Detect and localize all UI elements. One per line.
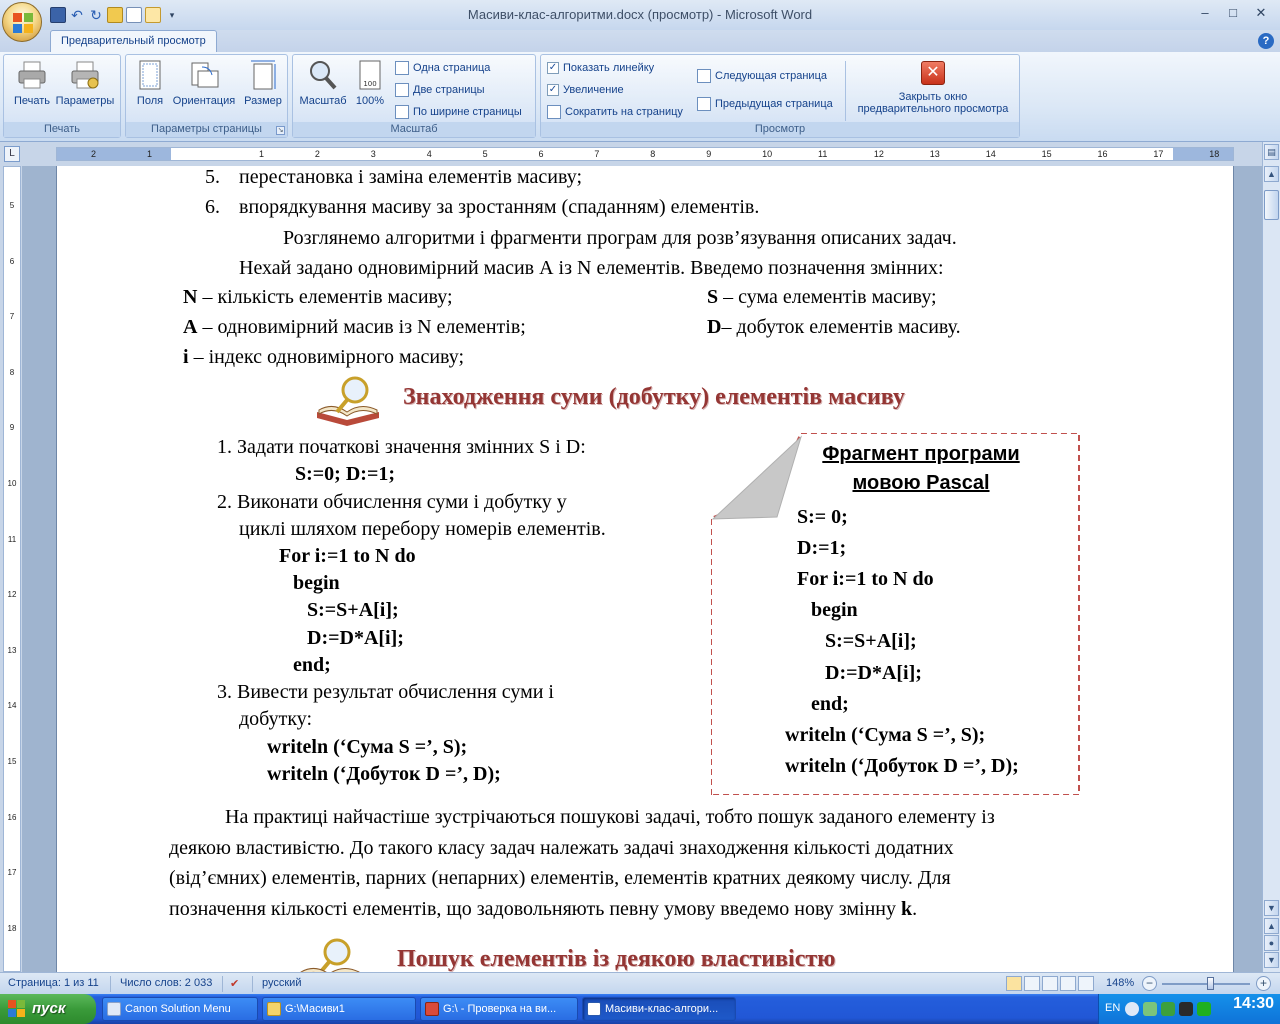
callout-code: For i:=1 to N do [797,568,934,590]
document-page[interactable] [56,166,1234,972]
ruler-number: 8 [650,149,656,159]
book-magnifier-icon [295,934,367,972]
spelling-check-icon[interactable]: ✔ [230,978,240,990]
step: циклі шляхом перебору номерів елементів. [239,518,606,540]
clock[interactable]: 14:30 [1233,995,1274,1012]
svg-text:100: 100 [363,80,377,88]
ruler-number: 16 [7,812,17,822]
vertical-ruler[interactable] [3,166,21,972]
zoom-slider-track[interactable] [1162,983,1250,985]
language-indicator[interactable]: EN [1105,1002,1121,1014]
show-ruler-check-icon: ✓ [548,62,558,73]
magnifier-icon [307,59,339,91]
step: добутку: [239,708,313,730]
callout-code: writeln (‘Сума S =’, S); [785,724,986,746]
ruler-number: 13 [929,149,940,159]
shrink-label: Сократить на страницу [565,106,683,118]
definition-s [707,286,937,309]
ruler-number: 5 [9,201,15,210]
close-preview-label-2: предварительного просмотра [857,103,1009,115]
tray-security-icon[interactable] [1161,1002,1175,1016]
start-button[interactable] [0,994,96,1024]
ruler-right-margin [1173,148,1233,160]
next-page-icon[interactable]: ▼ [1264,952,1279,968]
help-icon[interactable]: ? [1258,33,1274,49]
callout-code: end; [811,693,849,715]
show-ruler-label: Показать линейку [563,62,655,74]
paragraph-text: . [912,898,918,920]
prev-page-button[interactable] [697,95,833,113]
ruler-number: 14 [7,701,17,711]
ruler-number: 18 [7,923,17,933]
def-key: S [707,286,719,308]
paragraph: Розглянемо алгоритми і фрагменти програм для розв’язування описаних задач. [283,227,957,249]
window-title: Масиви-клас-алгоритми.docx (просмотр) - Microsoft Word [467,7,813,22]
preview-separator [845,61,846,121]
ruler-number: 3 [370,149,376,159]
code-line: writeln (‘Сума S =’, S); [267,736,468,758]
task-label: G:\Масиви1 [285,1003,345,1015]
def-key: N [183,286,198,308]
ruler-number: 9 [706,149,712,159]
prev-page-icon [697,97,711,111]
list-number: 6. [205,196,220,218]
ruler-number: 6 [9,256,15,266]
zoom-slider-thumb[interactable] [1207,977,1214,990]
print-layout-view-icon[interactable] [1006,976,1022,991]
ruler-toggle-icon[interactable]: ▤ [1264,144,1279,160]
zoom-100-icon [354,59,386,91]
taskbar-button-check[interactable] [420,997,578,1021]
status-separator [110,976,111,992]
customize-qat-icon[interactable]: ▾ [169,10,175,20]
one-page-icon [395,61,409,75]
close-button[interactable]: ✕ [1255,5,1267,20]
page-width-icon [395,105,409,119]
def-text: – кількість елементів масиву; [197,286,453,308]
def-text: – індекс одновимірного масиву; [188,346,465,368]
horizontal-ruler[interactable] [56,147,1234,161]
close-preview-button[interactable] [847,61,1019,115]
code-line: S:=S+A[i]; [307,599,399,621]
taskbar-button-word[interactable] [582,997,736,1021]
two-pages-button[interactable] [395,81,485,99]
callout-code: D:=1; [797,537,847,559]
folder-icon [267,1002,281,1016]
variable-k: k [901,898,913,920]
tab-print-preview[interactable]: Предварительный просмотр [50,30,217,52]
start-label: пуск [32,1000,66,1017]
paragraph: (від’ємних) елементів, парних (непарних) елементів, елементів кратних деякому числу. Для [169,867,951,889]
code-line: D:=D*A[i]; [307,627,404,649]
one-page-label: Одна страница [413,62,491,74]
ruler-number: 17 [7,868,17,878]
web-layout-view-icon[interactable] [1042,976,1058,991]
definition-n [183,286,453,309]
step: 2. Виконати обчислення суми і добутку у [217,491,567,513]
shrink-one-page-button[interactable] [547,103,683,121]
ruler-number: 11 [7,534,17,544]
title-bar [0,0,1280,30]
page-indicator[interactable]: Страница: 1 из 11 [8,977,99,989]
ruler-number: 15 [7,757,17,766]
zoom-in-icon[interactable]: + [1256,976,1271,991]
outline-view-icon[interactable] [1060,976,1076,991]
section-heading: Пошук елементів із деякою властивістю [397,946,836,972]
draft-view-icon[interactable] [1078,976,1094,991]
definition-d [707,316,961,339]
ruler-number: 15 [1041,149,1052,159]
close-preview-icon: ✕ [921,61,945,85]
def-key: i [183,346,189,368]
tray-arrow-icon[interactable] [1125,1002,1139,1016]
taskbar-button-canon[interactable] [102,997,258,1021]
group-page-setup-label: Параметры страницы [126,122,287,137]
def-key: D [707,316,722,338]
callout-code: S:=S+A[i]; [825,630,917,652]
ruler-number: 1 [259,149,265,159]
def-key: А [183,316,198,338]
section-heading: Знаходження суми (добутку) елементів масиву [403,384,905,410]
ruler-number: 2 [91,149,97,159]
group-preview [540,54,1020,138]
margins-icon [134,59,166,91]
zoom-label: Масштаб [299,95,347,107]
page-width-label: По ширине страницы [413,106,522,118]
orientation-button[interactable] [170,59,238,107]
next-page-label: Следующая страница [715,70,827,82]
group-preview-label: Просмотр [541,122,1019,137]
orientation-icon [188,59,220,91]
ruler-number: 13 [7,645,17,655]
zoom-level[interactable]: 148% [1106,977,1135,989]
ruler-number: 10 [762,149,773,159]
list-item: впорядкування масиву за зростанням (спаданням) елементів. [239,196,760,218]
print-label: Печать [13,95,51,107]
task-label: Масиви-клас-алгори... [605,1003,719,1015]
office-button[interactable] [2,2,42,42]
ruler-number: 11 [818,149,828,159]
ruler-left-margin [57,148,171,160]
ribbon [0,52,1280,142]
word-document-icon [587,1002,601,1016]
windows-flag-icon [8,1000,26,1018]
list-number: 5. [205,166,220,188]
size-label: Размер [244,95,282,107]
page-size-icon [247,59,279,91]
window-controls [1192,4,1274,22]
prev-page-label: Предыдущая страница [715,98,833,110]
two-pages-icon [395,83,409,97]
ruler-number: 12 [873,149,884,159]
ruler-number: 1 [147,149,153,159]
step: 3. Вивести результат обчислення суми і [217,681,554,703]
prev-page-icon[interactable]: ▲ [1264,918,1279,934]
margins-button[interactable] [130,59,170,107]
status-separator [252,976,253,992]
language-indicator[interactable]: русский [262,977,302,989]
status-bar [0,972,1280,994]
print-button[interactable] [8,59,56,107]
callout-title: Фрагмент програми [822,443,1020,465]
ruler-number: 8 [9,367,15,377]
taskbar [0,994,1280,1024]
callout-title: мовою Pascal [852,472,990,494]
select-browse-object-icon[interactable]: ● [1264,935,1279,951]
orientation-label: Ориентация [172,95,236,107]
margins-label: Поля [136,95,164,107]
print-options-label: Параметры [55,95,115,107]
zoom-button[interactable] [297,59,349,107]
definition-a [183,316,526,339]
callout-code: D:=D*A[i]; [825,662,922,684]
ribbon-tab-row [0,30,1280,52]
scroll-down-icon[interactable]: ▼ [1264,900,1279,916]
size-button[interactable] [240,59,286,107]
paragraph: деякою властивістю. До такого класу задач належать задачі знаходження кількості додатних [169,837,954,859]
paragraph: На практиці найчастіше зустрічаються пошукові задачі, тобто пошук заданого елементу із [225,806,995,828]
tab-selector[interactable]: L [4,146,20,162]
ruler-number: 10 [7,479,17,488]
printer-options-icon [69,59,101,91]
magnifier-check-icon: ✓ [548,84,558,95]
code-line: end; [293,654,331,676]
def-text: – одновимірний масив із N елементів; [197,316,526,338]
system-tray [1098,994,1280,1024]
page-width-button[interactable] [395,103,522,121]
check-app-icon [425,1002,439,1016]
scroll-up-icon[interactable]: ▲ [1264,166,1279,182]
def-text: – сума елементів масиву; [718,286,937,308]
magnifier-label: Увеличение [563,84,624,96]
ruler-number: 9 [9,423,15,433]
ruler-number: 6 [538,149,544,159]
one-page-button[interactable] [395,59,490,77]
ruler-number: 12 [7,590,17,600]
printer-icon [16,59,48,91]
maximize-button[interactable]: □ [1229,5,1237,20]
show-ruler-checkbox[interactable] [547,59,654,77]
task-label: Canon Solution Menu [125,1003,231,1015]
word-count[interactable]: Число слов: 2 033 [120,977,213,989]
task-label: G:\ - Проверка на ви... [443,1003,557,1015]
code-line: For i:=1 to N do [279,545,416,567]
code-line: writeln (‘Добуток D =’, D); [267,763,501,785]
horizontal-ruler-area [0,142,1262,166]
group-zoom-label: Масштаб [293,122,535,137]
step: 1. Задати початкові значення змінних S і D: [217,436,586,458]
tray-app-icon[interactable] [1179,1002,1193,1016]
office-logo-icon [13,13,33,33]
definition-i [183,346,464,369]
tray-network-icon[interactable] [1143,1002,1157,1016]
redo-icon[interactable]: ↻ [90,7,102,23]
ruler-number: 14 [985,149,996,159]
ruler-number: 16 [1097,149,1108,159]
ruler-number: 7 [594,149,600,159]
magnifier-checkbox[interactable] [547,81,624,99]
callout-code: writeln (‘Добуток D =’, D); [785,755,1019,777]
paragraph: Нехай задано одновимірний масив А із N елементів. Введемо позначення змінних: [239,257,944,279]
ruler-number: 17 [1153,149,1164,159]
undo-icon[interactable]: ↶ [71,7,83,23]
callout-code: begin [811,599,858,621]
group-print [3,54,121,138]
status-separator [222,976,223,992]
taskbar-button-folder[interactable] [262,997,416,1021]
zoom-100-label: 100% [355,95,385,107]
full-screen-reading-view-icon[interactable] [1024,976,1040,991]
code-line: begin [293,572,340,594]
def-text: – добуток елементів масиву. [721,316,961,338]
paragraph [169,898,917,921]
minimize-button[interactable]: – [1201,5,1209,20]
ruler-number: 4 [426,149,432,159]
next-page-icon [697,69,711,83]
print-options-button[interactable] [54,59,116,107]
vertical-scrollbar[interactable] [1262,142,1280,972]
close-preview-label-1: Закрыть окно [898,91,968,103]
book-magnifier-icon [313,372,385,428]
group-print-label: Печать [4,122,120,137]
canon-app-icon [107,1002,121,1016]
ruler-number: 2 [314,149,320,159]
document-view[interactable] [22,166,1262,972]
tray-battery-icon[interactable] [1197,1002,1211,1016]
list-item: перестановка і заміна елементів масиву; [239,166,582,188]
page-setup-launcher-icon[interactable]: ↘ [277,127,284,134]
group-page-setup [125,54,288,138]
group-zoom [292,54,536,138]
ruler-number: 18 [1209,149,1220,159]
zoom-100-button[interactable] [351,59,389,107]
two-pages-label: Две страницы [413,84,485,96]
paragraph-text: позначення кількості елементів, що задовольняють певну умову введемо нову змінну [169,898,901,920]
callout-code: S:= 0; [797,506,848,528]
scroll-thumb[interactable] [1264,190,1279,220]
ruler-number: 5 [482,149,488,159]
next-page-button[interactable] [697,67,827,85]
ruler-number: 7 [9,312,15,322]
zoom-out-icon[interactable]: − [1142,976,1157,991]
shrink-icon [547,105,561,119]
code-line: S:=0; D:=1; [295,463,395,485]
